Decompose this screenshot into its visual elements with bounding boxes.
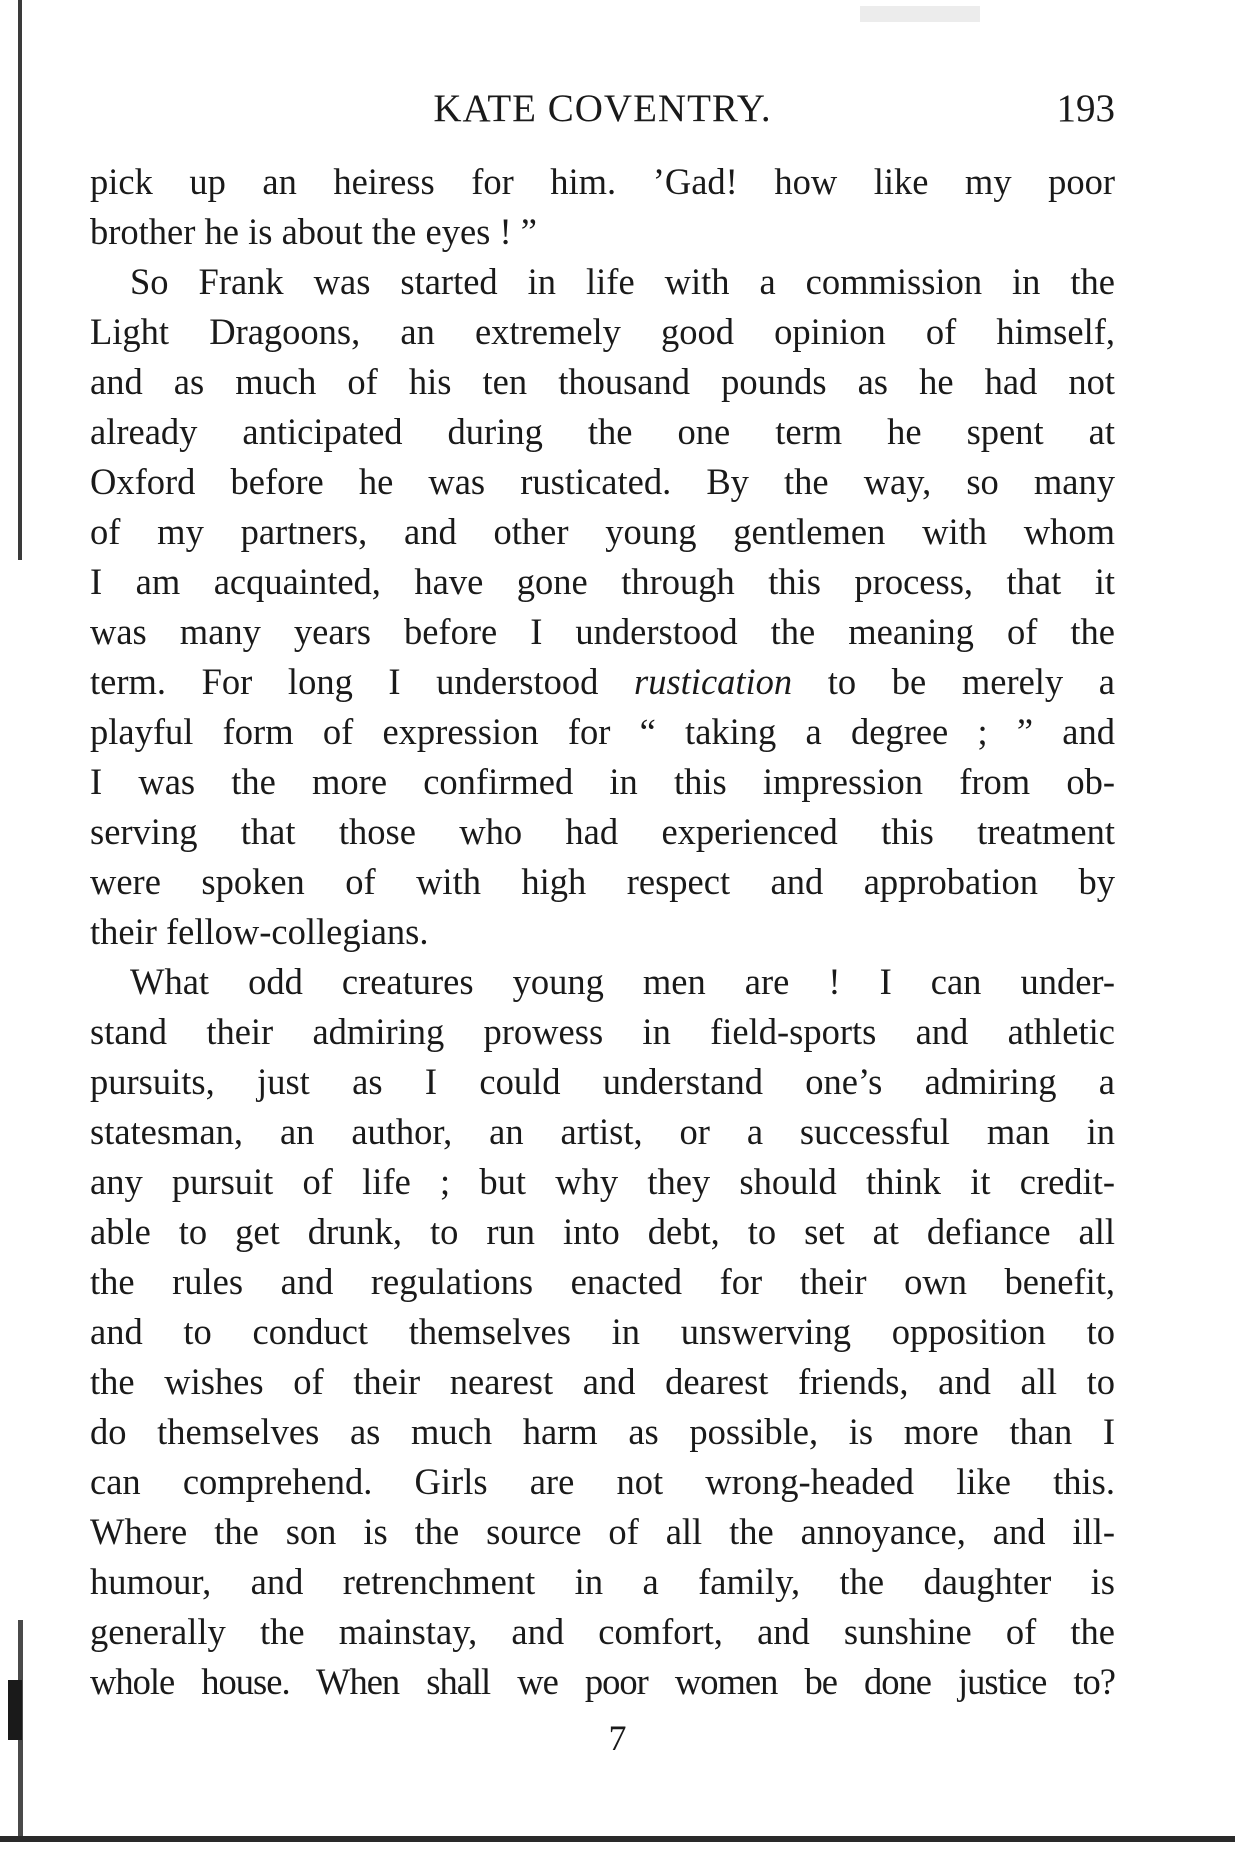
body-text — [90, 157, 1115, 1707]
text-line: What odd creatures young men are ! I can under- — [130, 961, 1115, 1002]
text-line: stand their admiring prowess in field-sports and athletic — [90, 1011, 1115, 1052]
scan-bottom-edge — [0, 1836, 1235, 1842]
text-line: was many years before I understood the meaning of the — [90, 611, 1115, 652]
text-line: the rules and regulations enacted for their own benefit, — [90, 1261, 1115, 1302]
page-number: 193 — [1056, 87, 1115, 130]
paragraph-continuation — [90, 157, 1115, 257]
text-line: able to get drunk, to run into debt, to set at defiance all — [90, 1211, 1115, 1252]
text-line: can comprehend. Girls are not wrong-headed like this. — [90, 1461, 1115, 1502]
text-line: brother he is about the eyes ! ” — [90, 211, 537, 252]
text-line: playful form of expression for “ taking a degree ; ” and — [90, 711, 1115, 752]
text-line: their fellow-collegians. — [90, 911, 429, 952]
italic-word: rustication — [634, 661, 793, 702]
text-line: I was the more confirmed in this impression from ob- — [90, 761, 1115, 802]
signature-mark: 7 — [608, 1718, 627, 1758]
text-line: pick up an heiress for him. ’Gad! how like my poor — [90, 161, 1115, 202]
page-header — [90, 82, 1115, 138]
text-line — [90, 657, 1115, 707]
text-line: any pursuit of life ; but why they should think it credit- — [90, 1161, 1115, 1202]
text-line: and to conduct themselves in unswerving opposition to — [90, 1311, 1115, 1352]
text-line: already anticipated during the one term he spent at — [90, 411, 1115, 452]
text-line: and as much of his ten thousand pounds as he had not — [90, 361, 1115, 402]
scan-top-noise — [860, 6, 980, 22]
text-line: Oxford before he was rusticated. By the way, so many — [90, 461, 1115, 502]
text-line: So Frank was started in life with a commission in the — [130, 261, 1115, 302]
text-line: whole house. When shall we poor women be done justice to? — [90, 1661, 1115, 1702]
text-line: pursuits, just as I could understand one’s admiring a — [90, 1061, 1115, 1102]
text-line: generally the mainstay, and comfort, and sunshine of the — [90, 1611, 1115, 1652]
paragraph-young-men — [90, 957, 1115, 1707]
text-line: Where the son is the source of all the annoyance, and ill- — [90, 1511, 1115, 1552]
text-line: Light Dragoons, an extremely good opinion of himself, — [90, 311, 1115, 352]
text-line: the wishes of their nearest and dearest friends, and all to — [90, 1361, 1115, 1402]
text-line: statesman, an author, an artist, or a successful man in — [90, 1111, 1115, 1152]
scan-binding-shadow — [18, 0, 22, 560]
text-segment: term. For long I understood — [90, 661, 634, 702]
text-line: humour, and retrenchment in a family, the daughter is — [90, 1561, 1115, 1602]
paragraph-frank — [90, 257, 1115, 957]
text-line: were spoken of with high respect and approbation by — [90, 861, 1115, 902]
text-line: of my partners, and other young gentlemen with whom — [90, 511, 1115, 552]
text-segment: to be merely a — [792, 661, 1115, 702]
running-title: KATE COVENTRY. — [433, 87, 772, 130]
text-line: I am acquainted, have gone through this process, that it — [90, 561, 1115, 602]
text-line: do themselves as much harm as possible, is more than I — [90, 1411, 1115, 1452]
text-line: serving that those who had experienced this treatment — [90, 811, 1115, 852]
